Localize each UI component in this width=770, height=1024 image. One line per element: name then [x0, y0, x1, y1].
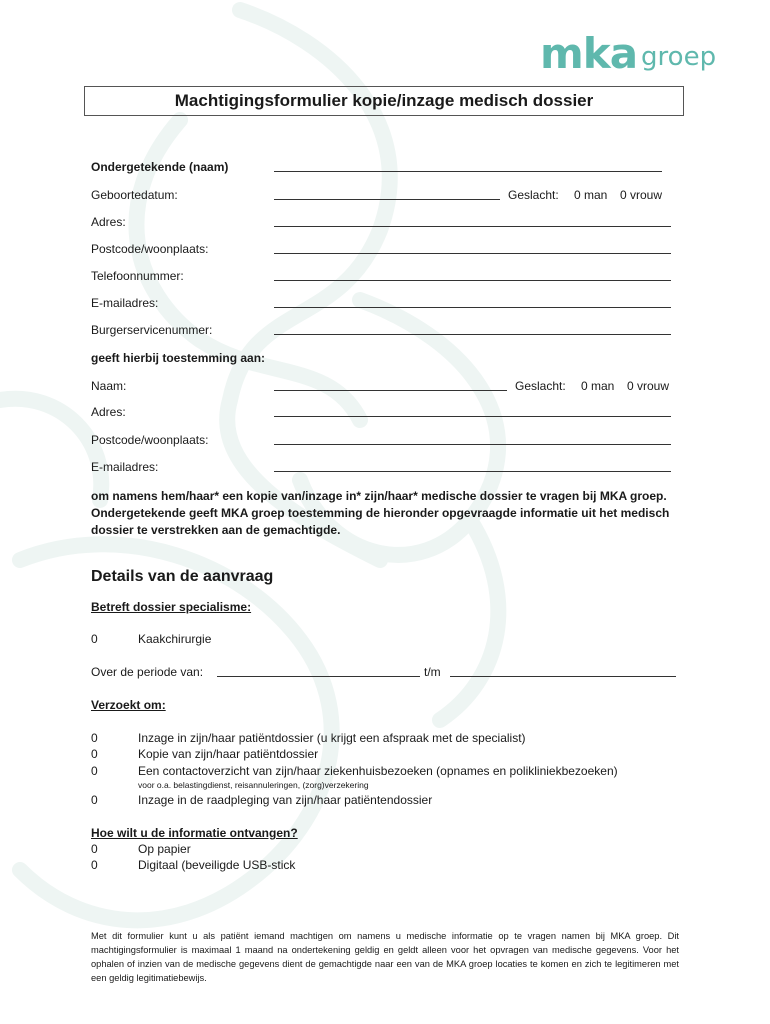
name-input-line[interactable] — [274, 171, 662, 172]
period-label: Over de periode van: — [91, 665, 204, 679]
details-heading: Details van de aanvraag — [91, 568, 274, 585]
auth-address-input-line[interactable] — [274, 416, 671, 417]
gender-vrouw-option[interactable]: 0 vrouw — [627, 379, 670, 393]
option-label: Kaakchirurgie — [138, 632, 212, 646]
gender-man-option[interactable]: 0 man — [581, 379, 615, 393]
postcode-input-line[interactable] — [274, 253, 671, 254]
option-label: Kopie van zijn/haar patiëntdossier — [138, 747, 319, 761]
option-label: Op papier — [138, 842, 191, 856]
form-title: Machtigingsformulier kopie/inzage medisch dossier — [84, 86, 684, 116]
option-checkbox[interactable]: 0 — [91, 764, 98, 778]
auth-postcode-input-line[interactable] — [274, 444, 671, 445]
gender-vrouw-option[interactable]: 0 vrouw — [620, 188, 663, 202]
field-label: Ondergetekende (naam) — [91, 160, 229, 174]
gender-label: Geslacht: — [515, 379, 566, 393]
option-label: Inzage in zijn/haar patiëntdossier (u krijgt een afspraak met de specialist) — [138, 731, 526, 745]
option-checkbox[interactable]: 0 — [91, 731, 98, 745]
field-label: Postcode/woonplaats: — [91, 433, 209, 447]
specialism-heading: Betreft dossier specialisme: — [91, 600, 252, 614]
gender-man-option[interactable]: 0 man — [574, 188, 608, 202]
footer-note: Met dit formulier kunt u als patiënt iemand machtigen om namens u medische informatie op te vragen namen bij MKA groep. Dit machtigingsformulier is maximaal 1 maand na ondertekening geldig en geldt alleen voor het opvragen van medische gegevens. Voor het ophalen of inzien van de medische gegevens dient de gemachtigde naar een van de MKA groep locaties te komen en zich te legitimeren met een geldig legitimatiebewijs. — [91, 931, 679, 983]
email-input-line[interactable] — [274, 307, 671, 308]
option-checkbox[interactable]: 0 — [91, 793, 98, 807]
option-label: Een contactoverzicht van zijn/haar ziekenhuisbezoeken (opnames en polikliniekbezoeken) — [138, 764, 618, 778]
period-from-input-line[interactable] — [217, 676, 420, 677]
request-heading: Verzoekt om: — [91, 698, 166, 712]
gender-label: Geslacht: — [508, 188, 559, 202]
grant-heading: geeft hierbij toestemming aan: — [91, 351, 266, 365]
option-checkbox[interactable]: 0 — [91, 842, 98, 856]
field-label: Geboortedatum: — [91, 188, 178, 202]
field-label: Postcode/woonplaats: — [91, 242, 209, 256]
field-label: Telefoonnummer: — [91, 269, 184, 283]
birthdate-input-line[interactable] — [274, 199, 500, 200]
field-label: Adres: — [91, 405, 126, 419]
mka-groep-logo — [540, 29, 717, 78]
field-label: E-mailadres: — [91, 296, 159, 310]
phone-input-line[interactable] — [274, 280, 671, 281]
option-checkbox[interactable]: 0 — [91, 747, 98, 761]
period-to-input-line[interactable] — [450, 676, 676, 677]
address-input-line[interactable] — [274, 226, 671, 227]
receive-heading: Hoe wilt u de informatie ontvangen? — [91, 826, 298, 840]
auth-email-input-line[interactable] — [274, 471, 671, 472]
field-label: E-mailadres: — [91, 460, 159, 474]
auth-name-input-line[interactable] — [274, 390, 507, 391]
logo-mark: mka — [540, 29, 638, 78]
field-label: Adres: — [91, 215, 126, 229]
option-label: Digitaal (beveiligde USB-stick — [138, 858, 296, 872]
field-label: Burgerservicenummer: — [91, 323, 213, 337]
period-until-label: t/m — [424, 665, 441, 679]
bsn-input-line[interactable] — [274, 334, 671, 335]
option-label: Inzage in de raadpleging van zijn/haar patiëntendossier — [138, 793, 433, 807]
field-label: Naam: — [91, 379, 127, 393]
option-checkbox[interactable]: 0 — [91, 858, 98, 872]
contact-overview-note: voor o.a. belastingdienst, reisannuleringen, (zorg)verzekering — [138, 780, 369, 790]
authorization-paragraph: om namens hem/haar* een kopie van/inzage in* zijn/haar* medische dossier te vragen bij MKA groep. Ondergetekende geeft MKA groep toestemming de hieronder opgevraagde informatie uit het medisch dossier te verstrekken aan de gemachtigde. — [91, 489, 670, 537]
option-checkbox[interactable]: 0 — [91, 632, 98, 646]
logo-word: groep — [641, 42, 717, 72]
